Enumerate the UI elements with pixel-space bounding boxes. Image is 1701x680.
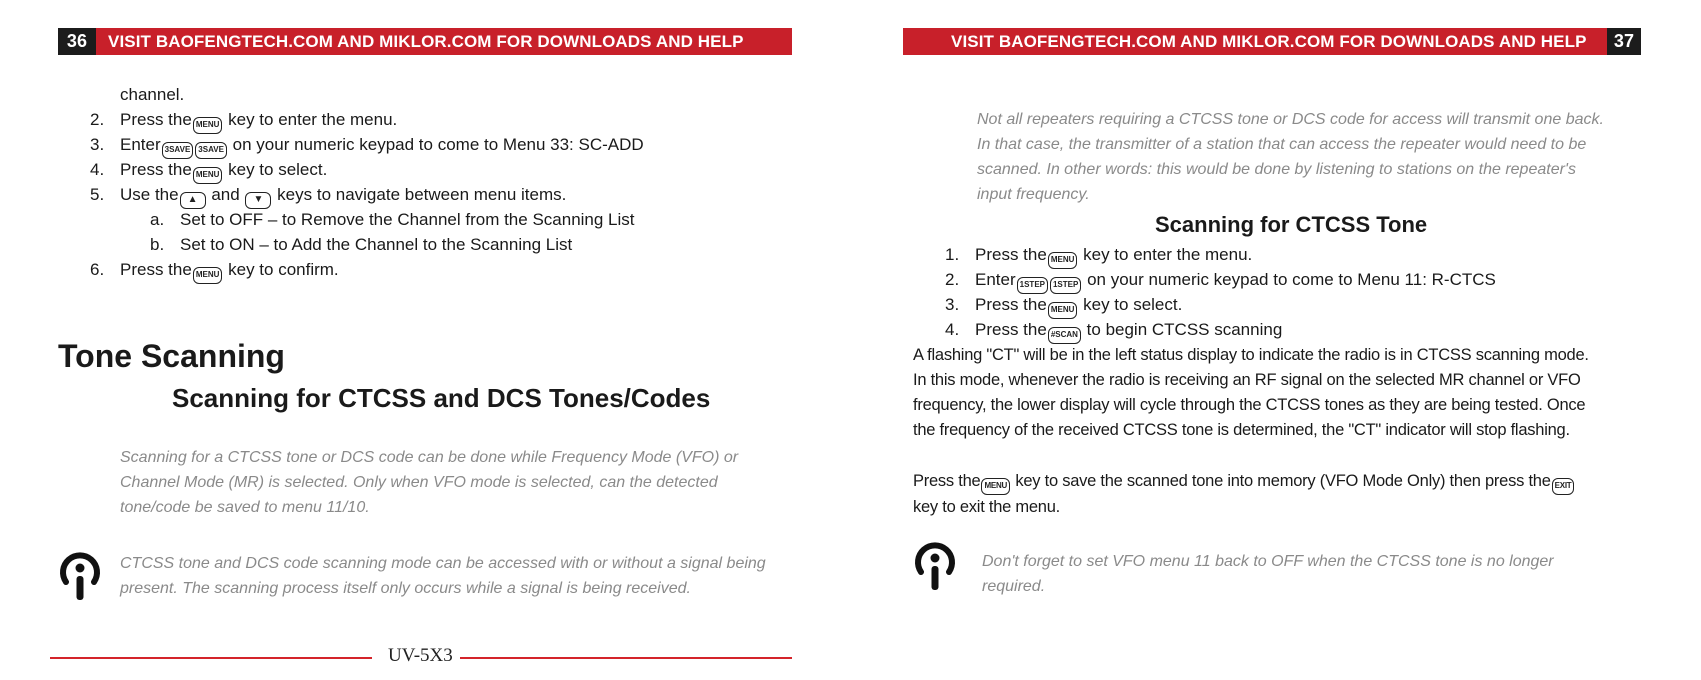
save-key-icon: 3SAVE: [162, 142, 194, 159]
page-number: 36: [58, 28, 96, 55]
page-header: [58, 28, 792, 55]
step-item: 1. Press the MENU key to enter the menu.: [945, 242, 1252, 269]
info-icon: [913, 536, 957, 594]
note-paragraph: Not all repeaters requiring a CTCSS tone or DCS code for access will transmit one back. In that case, the transmitter of a station that can access the repeater would need to be scanned. In other words: this would be done by listening to stations on the repeater's input frequency.: [977, 111, 1604, 203]
note-paragraph: Scanning for a CTCSS tone or DCS code can be done while Frequency Mode (VFO) or Channel Mode (MR) is selected. Only when VFO mode is selected, can the detected tone/code be saved to menu 11/10.: [120, 449, 739, 516]
menu-key-icon: MENU: [193, 267, 223, 284]
tip-paragraph: Don't forget to set VFO menu 11 back to OFF when the CTCSS tone is no longer required.: [982, 553, 1554, 595]
section-title: Scanning for CTCSS Tone: [1155, 212, 1428, 237]
menu-key-icon: MENU: [981, 478, 1010, 495]
header-text: VISIT BAOFENGTECH.COM AND MIKLOR.COM FOR DOWNLOADS AND HELP: [108, 31, 744, 51]
footer-rule: [50, 657, 372, 659]
up-arrow-key-icon: ▲: [180, 192, 206, 209]
page-number: 37: [1607, 28, 1641, 55]
footer-model: UV-5X3: [388, 645, 453, 666]
header-text: VISIT BAOFENGTECH.COM AND MIKLOR.COM FOR DOWNLOADS AND HELP: [951, 31, 1587, 51]
body-paragraph: Press the MENU key to save the scanned tone into memory (VFO Mode Only) then press the EXIT key to exit the menu.: [913, 469, 1575, 520]
menu-key-icon: MENU: [1048, 252, 1078, 269]
step-item: 6. Press the MENU key to confirm.: [90, 257, 339, 284]
step-item: 3. Enter 3SAVE 3SAVE on your numeric keypad to come to Menu 33: SC-ADD: [90, 132, 644, 159]
section-title: Tone Scanning: [58, 338, 285, 374]
page-header: [903, 28, 1641, 55]
step-item: 2. Press the MENU key to enter the menu.: [90, 107, 397, 134]
substep-item: b. Set to ON – to Add the Channel to the Scanning List: [150, 235, 573, 254]
substep-item: a. Set to OFF – to Remove the Channel from the Scanning List: [150, 210, 635, 229]
step-key-icon: 1STEP: [1050, 277, 1081, 294]
menu-key-icon: MENU: [193, 117, 223, 134]
footer-rule: [460, 657, 792, 659]
left-page: [0, 0, 820, 680]
step-key-icon: 1STEP: [1017, 277, 1048, 294]
step-item: 4. Press the MENU key to select.: [90, 157, 327, 184]
tip-paragraph: CTCSS tone and DCS code scanning mode can be accessed with or without a signal being present. The scanning process itself only occurs while a signal is being received.: [120, 555, 766, 597]
step-item: 4. Press the #SCAN to begin CTCSS scanning: [945, 317, 1282, 344]
info-icon: [58, 546, 102, 604]
step-item: 2. Enter 1STEP 1STEP on your numeric keypad to come to Menu 11: R-CTCS: [945, 267, 1496, 294]
step-item: 3. Press the MENU key to select.: [945, 292, 1182, 319]
menu-key-icon: MENU: [1048, 302, 1078, 319]
scan-key-icon: #SCAN: [1048, 327, 1081, 344]
section-subtitle: Scanning for CTCSS and DCS Tones/Codes: [172, 383, 711, 413]
menu-key-icon: MENU: [193, 167, 223, 184]
continued-text: channel.: [120, 85, 185, 104]
save-key-icon: 3SAVE: [195, 142, 227, 159]
step-item: 5. Use the ▲ and ▼ keys to navigate between menu items.: [90, 182, 566, 209]
body-paragraph: A flashing "CT" will be in the left status display to indicate the radio is in CTCSS scanning mode. In this mode, whenever the radio is receiving an RF signal on the selected MR channel or VFO frequency, the lower display will cycle through the CTCSS tones as they are being tested. Once the frequency of the received CTCSS tone is determined, the "CT" indicator will stop flashing.: [913, 346, 1589, 439]
right-page: [880, 0, 1701, 680]
down-arrow-key-icon: ▼: [245, 192, 271, 209]
exit-key-icon: EXIT: [1552, 478, 1575, 495]
